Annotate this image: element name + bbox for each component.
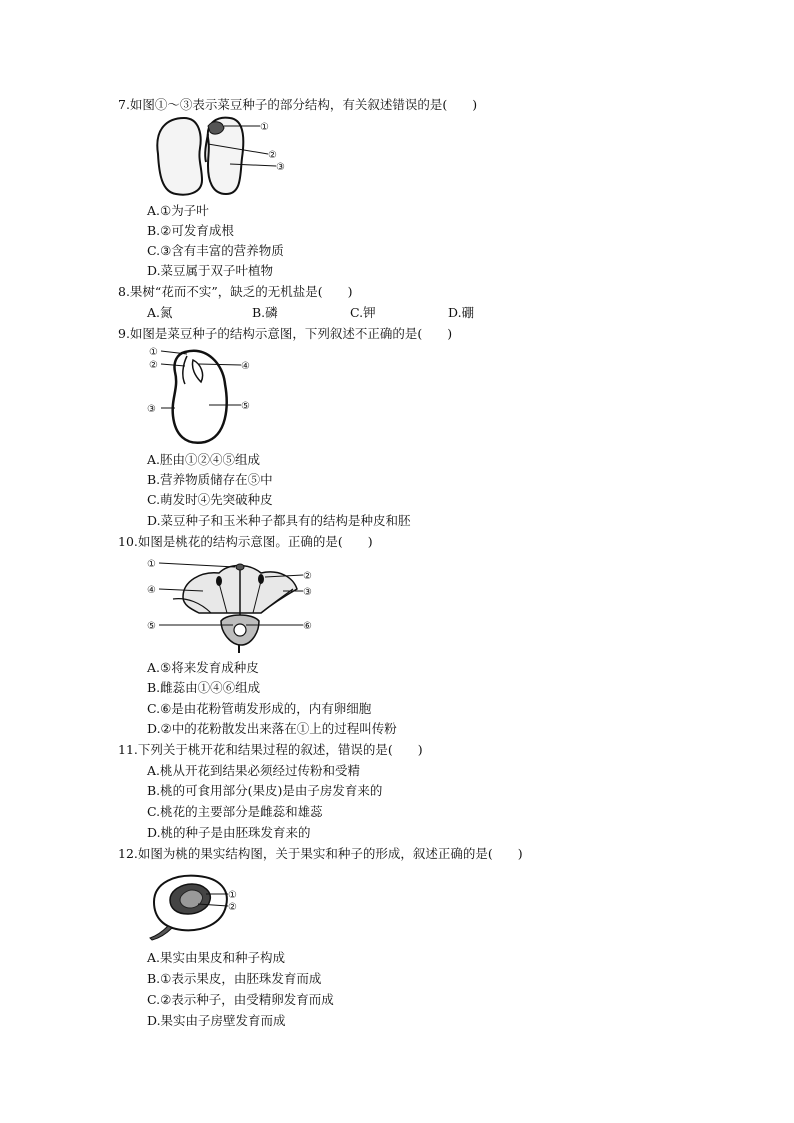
label-3: ③ xyxy=(276,162,285,173)
label-1: ① xyxy=(149,347,158,358)
plumule-shape xyxy=(208,122,224,134)
q11-option-d: D.桃的种子是由胚珠发育来的 xyxy=(147,825,311,840)
q12-option-d: D.果实由子房壁发育而成 xyxy=(147,1013,286,1028)
label-5: ⑤ xyxy=(147,621,156,632)
q7-option-a: A.①为子叶 xyxy=(147,203,209,218)
label-2: ② xyxy=(149,360,158,371)
label-3: ③ xyxy=(303,587,312,598)
bean-seed-halves-figure xyxy=(150,114,290,198)
question-10-stem: 10.如图是桃花的结构示意图。正确的是( ) xyxy=(118,534,373,549)
label-4: ④ xyxy=(241,361,250,372)
peach-fruit-structure-figure xyxy=(146,870,246,942)
question-12-stem: 12.如图为桃的果实结构图，关于果实和种子的形成，叙述正确的是( ) xyxy=(118,846,523,861)
q10-option-b: B.雌蕊由①④⑥组成 xyxy=(147,680,261,695)
q9-option-b: B.营养物质储存在⑤中 xyxy=(147,472,273,487)
q12-option-b: B.①表示果皮，由胚珠发育而成 xyxy=(147,971,322,986)
label-3: ③ xyxy=(147,404,156,415)
question-8-stem: 8.果树“花而不实”，缺乏的无机盐是( ) xyxy=(118,284,353,299)
label-6: ⑥ xyxy=(303,621,312,632)
ovule-shape xyxy=(234,624,246,636)
stem-shape xyxy=(150,926,172,940)
q12-option-a: A.果实由果皮和种子构成 xyxy=(147,950,286,965)
q11-option-a: A.桃从开花到结果必须经过传粉和受精 xyxy=(147,763,361,778)
q9-option-a: A.胚由①②④⑤组成 xyxy=(147,452,261,467)
q12-option-c: C.②表示种子，由受精卵发育而成 xyxy=(147,992,334,1007)
stigma-shape xyxy=(236,564,244,570)
q7-option-b: B.②可发育成根 xyxy=(147,223,234,238)
q7-option-d: D.菜豆属于双子叶植物 xyxy=(147,263,274,278)
question-9-stem: 9.如图是菜豆种子的结构示意图，下列叙述不正确的是( ) xyxy=(118,326,453,341)
q9-option-d: D.菜豆种子和玉米种子都具有的结构是种皮和胚 xyxy=(147,513,411,528)
label-1: ① xyxy=(147,559,156,570)
q11-option-b: B.桃的可食用部分(果皮)是由子房发育来的 xyxy=(147,783,383,798)
anther-right-shape xyxy=(258,574,264,584)
label-1: ① xyxy=(260,122,269,133)
q9-option-c: C.萌发时④先突破种皮 xyxy=(147,492,273,507)
q10-option-c: C.⑥是由花粉管萌发形成的，内有卵细胞 xyxy=(147,701,372,716)
q8-option-b: B.磷 xyxy=(252,305,278,320)
peach-flower-structure-figure xyxy=(143,553,318,653)
question-7-stem: 7.如图①～③表示菜豆种子的部分结构，有关叙述错误的是( ) xyxy=(118,97,478,112)
q10-option-d: D.②中的花粉散发出来落在①上的过程叫传粉 xyxy=(147,721,397,736)
q8-option-a: A.氮 xyxy=(147,305,173,320)
anther-left-shape xyxy=(216,576,222,586)
cotyledon-left-shape xyxy=(157,118,202,195)
label-2: ② xyxy=(268,150,277,161)
label-4: ④ xyxy=(147,585,156,596)
question-11-stem: 11.下列关于桃开花和结果过程的叙述，错误的是( ) xyxy=(118,742,423,757)
label-2: ② xyxy=(303,571,312,582)
q10-option-a: A.⑤将来发育成种皮 xyxy=(147,660,259,675)
q11-option-c: C.桃花的主要部分是雌蕊和雄蕊 xyxy=(147,804,323,819)
label-1: ① xyxy=(228,890,237,901)
q8-option-d: D.硼 xyxy=(448,305,475,320)
label-2: ② xyxy=(228,902,237,913)
q8-option-c: C.钾 xyxy=(350,305,376,320)
q7-option-c: C.③含有丰富的营养物质 xyxy=(147,243,284,258)
bean-seed-structure-figure xyxy=(145,342,260,448)
label-5: ⑤ xyxy=(241,401,250,412)
